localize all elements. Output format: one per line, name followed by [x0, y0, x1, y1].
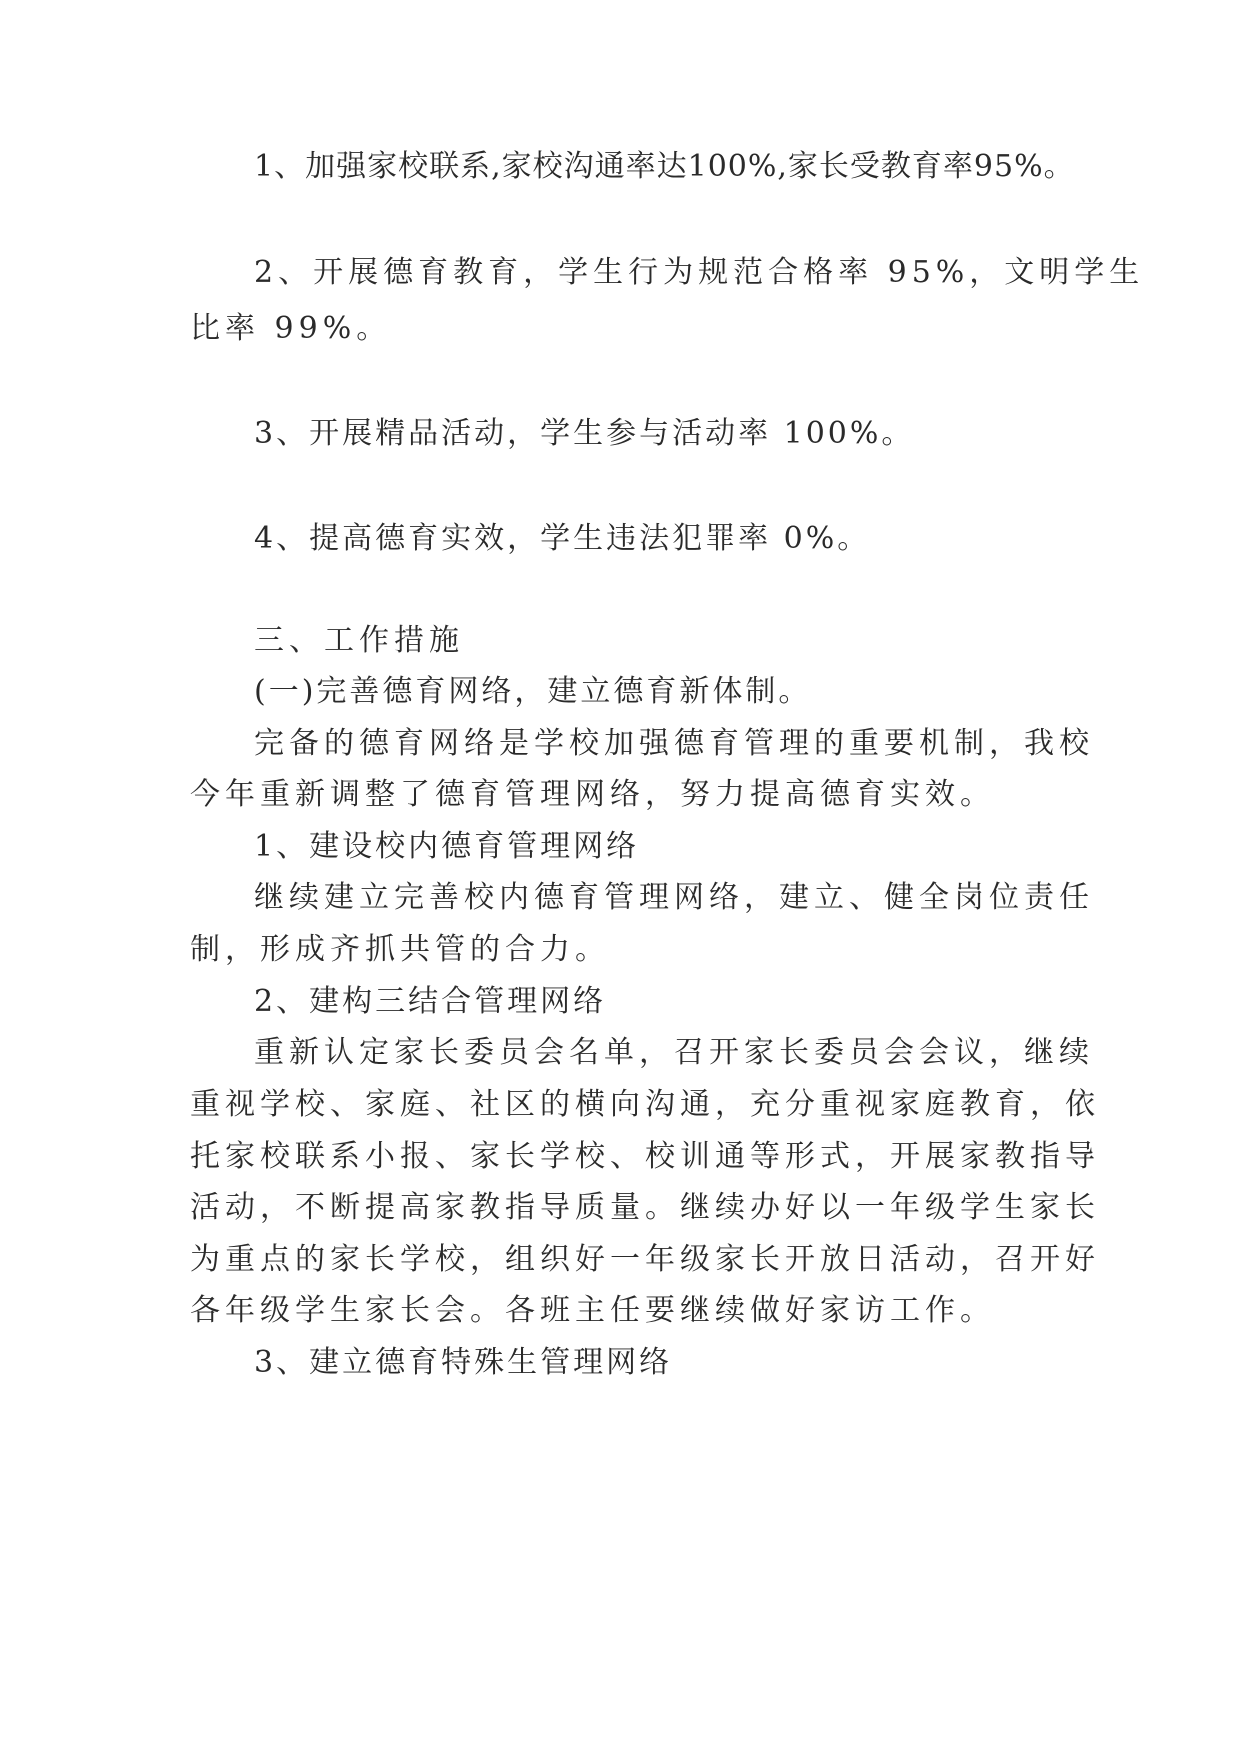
goal-4: 4、提高德育实效，学生违法犯罪率 0%。	[254, 521, 871, 556]
goal-1: 1、加强家校联系,家校沟通率达100%,家长受教育率95%。	[254, 149, 1075, 184]
paragraph-line: 重视学校、家庭、社区的横向沟通，充分重视家庭教育，依	[190, 1087, 1100, 1122]
section-subheading: (一)完善德育网络，建立德育新体制。	[254, 674, 812, 709]
goal-2-line-2: 比率 99%。	[190, 311, 392, 346]
paragraph-line: 继续建立完善校内德育管理网络，建立、健全岗位责任	[254, 880, 1094, 915]
paragraph-line: 重新认定家长委员会名单，召开家长委员会会议，继续	[254, 1035, 1094, 1070]
paragraph-line: 托家校联系小报、家长学校、校训通等形式，开展家教指导	[190, 1139, 1100, 1174]
paragraph-line: 活动，不断提高家教指导质量。继续办好以一年级学生家长	[190, 1190, 1100, 1225]
goal-3: 3、开展精品活动，学生参与活动率 100%。	[254, 416, 915, 451]
item-title: 1、建设校内德育管理网络	[254, 829, 640, 864]
paragraph-line: 制，形成齐抓共管的合力。	[190, 932, 610, 967]
paragraph-line: 各年级学生家长会。各班主任要继续做好家访工作。	[190, 1293, 995, 1328]
intro-line-2: 今年重新调整了德育管理网络，努力提高德育实效。	[190, 777, 995, 812]
item-title: 3、建立德育特殊生管理网络	[254, 1345, 673, 1380]
intro-line-1: 完备的德育网络是学校加强德育管理的重要机制，我校	[254, 726, 1094, 761]
section-heading: 三、工作措施	[254, 623, 464, 658]
paragraph-line: 为重点的家长学校，组织好一年级家长开放日活动，召开好	[190, 1242, 1100, 1277]
item-title: 2、建构三结合管理网络	[254, 984, 607, 1019]
goal-2-line-1: 2、开展德育教育，学生行为规范合格率 95%，文明学生	[254, 255, 1145, 290]
